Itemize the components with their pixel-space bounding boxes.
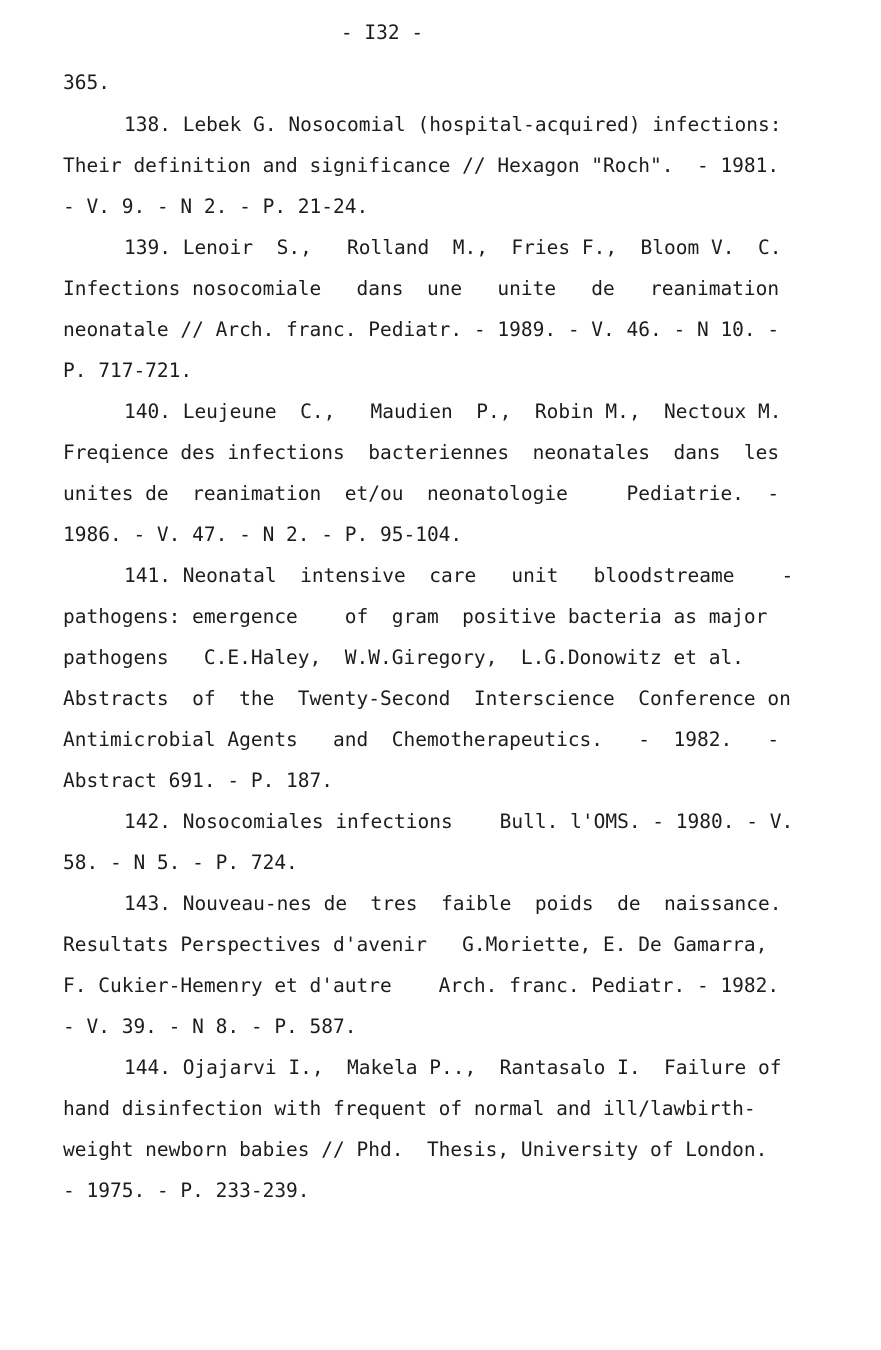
text-line: Resultats Perspectives d'avenir G.Moriette, E. De Gamarra, bbox=[63, 933, 768, 956]
text-line: Abstracts of the Twenty-Second Interscience Conference on bbox=[63, 687, 791, 710]
reference-140-line: 140. Leujeune C., Maudien P., Robin M., Nectoux M. bbox=[124, 400, 782, 423]
text-line: neonatale // Arch. franc. Pediatr. - 1989. - V. 46. - N 10. - bbox=[63, 318, 780, 341]
text-line: Antimicrobial Agents and Chemotherapeutics. - 1982. - bbox=[63, 728, 780, 751]
text-line: - V. 9. - N 2. - P. 21-24. bbox=[63, 195, 369, 218]
text-line: pathogens: emergence of gram positive bacteria as major bbox=[63, 605, 768, 628]
text-line: Freqience des infections bacteriennes neonatales dans les bbox=[63, 441, 780, 464]
reference-141-line: 141. Neonatal intensive care unit bloodstreame - bbox=[124, 564, 794, 587]
text-line: 1986. - V. 47. - N 2. - P. 95-104. bbox=[63, 523, 463, 546]
text-line: Infections nosocomiale dans une unite de reanimation bbox=[63, 277, 780, 300]
text-line: Abstract 691. - P. 187. bbox=[63, 769, 334, 792]
text-line: 365. bbox=[63, 71, 110, 94]
text-line: F. Cukier-Hemenry et d'autre Arch. franc. Pediatr. - 1982. bbox=[63, 974, 780, 997]
reference-144-line: 144. Ojajarvi I., Makela P.., Rantasalo I. Failure of bbox=[124, 1056, 782, 1079]
reference-138-line: 138. Lebek G. Nosocomial (hospital-acquired) infections: bbox=[124, 113, 782, 136]
text-line: weight newborn babies // Phd. Thesis, University of London. bbox=[63, 1138, 768, 1161]
text-line: Their definition and significance // Hexagon "Roch". - 1981. bbox=[63, 154, 780, 177]
text-line: pathogens C.E.Haley, W.W.Giregory, L.G.Donowitz et al. bbox=[63, 646, 744, 669]
text-line: 58. - N 5. - P. 724. bbox=[63, 851, 298, 874]
text-line: - V. 39. - N 8. - P. 587. bbox=[63, 1015, 357, 1038]
reference-143-line: 143. Nouveau-nes de tres faible poids de naissance. bbox=[124, 892, 782, 915]
text-line: P. 717-721. bbox=[63, 359, 193, 382]
reference-139-line: 139. Lenoir S., Rolland M., Fries F., Bloom V. C. bbox=[124, 236, 782, 259]
reference-142-line: 142. Nosocomiales infections Bull. l'OMS. - 1980. - V. bbox=[124, 810, 794, 833]
text-line: - 1975. - P. 233-239. bbox=[63, 1179, 310, 1202]
text-line: hand disinfection with frequent of normal and ill/lawbirth- bbox=[63, 1097, 756, 1120]
page-number: - I32 - bbox=[340, 21, 424, 44]
text-line: unites de reanimation et/ou neonatologie Pediatrie. - bbox=[63, 482, 780, 505]
